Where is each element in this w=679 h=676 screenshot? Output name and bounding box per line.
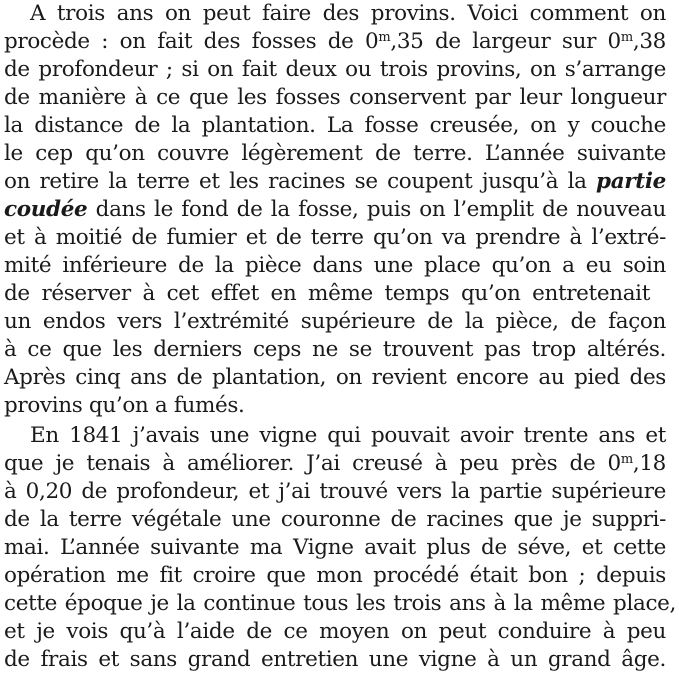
text-line: à ce que les derniers ceps ne se trouvent pas trop altérés. <box>4 337 666 362</box>
text-line <box>4 196 666 223</box>
text-line <box>4 450 666 477</box>
unit-superscript: m <box>620 452 633 467</box>
italic-term: partie <box>596 169 666 194</box>
text-line: de manière à ce que les fosses conservent par leur longueur <box>4 85 666 110</box>
text-fragment: on retire la terre et les racines se coupent jusqu’à la <box>4 169 597 194</box>
unit-superscript: m <box>620 30 633 45</box>
text-line: mai. L’année suivante ma Vigne avait plus de séve, et cette <box>4 535 666 560</box>
text-line: de la terre végétale une couronne de racines que je suppri- <box>4 507 666 532</box>
text-line: opération me fit croire que mon procédé était bon ; depuis <box>4 563 666 588</box>
text-line: Après cinq ans de plantation, on revient encore au pied des <box>4 365 666 390</box>
unit-superscript: m <box>378 30 391 45</box>
text-line: la distance de la plantation. La fosse creusée, on y couche <box>4 113 666 138</box>
text-line <box>4 28 666 55</box>
text-line: le cep qu’on couvre légèrement de terre. L’année suivante <box>4 141 666 166</box>
text-fragment: ,18 <box>632 451 666 476</box>
text-fragment: ,38 <box>632 29 666 54</box>
text-line: mité inférieure de la pièce dans une place qu’on a eu soin <box>4 253 666 278</box>
text-fragment: ,35 de largeur sur 0 <box>390 29 621 54</box>
text-line: de réserver à cet effet en même temps qu’on entretenait <box>4 281 650 306</box>
text-fragment: procède : on fait des fosses de 0 <box>4 29 379 54</box>
text-line: A trois ans on peut faire des provins. Voici comment on <box>30 1 666 26</box>
text-fragment: que je tenais à améliorer. J’ai creusé à peu près de 0 <box>4 451 621 476</box>
text-line: et à moitié de fumier et de terre qu’on va prendre à l’extré- <box>4 225 666 250</box>
text-line: de frais et sans grand entretien une vigne à un grand âge. <box>4 647 666 672</box>
text-line: de profondeur ; si on fait deux ou trois provins, on s’arrange <box>4 57 666 82</box>
text-line: En 1841 j’avais une vigne qui pouvait avoir trente ans et <box>30 423 666 448</box>
text-line: cette époque je la continue tous les trois ans à la même place, <box>4 591 676 616</box>
text-fragment: dans le fond de la fosse, puis on l’emplit de nouveau <box>87 197 666 222</box>
text-line: provins qu’on a fumés. <box>4 393 245 418</box>
text-line <box>4 168 666 195</box>
text-line: un endos vers l’extrémité supérieure de la pièce, de façon <box>4 309 666 334</box>
italic-term: coudée <box>4 197 88 222</box>
text-line: et je vois qu’à l’aide de ce moyen on peut conduire à peu <box>4 619 666 644</box>
text-line: à 0,20 de profondeur, et j’ai trouvé vers la partie supérieure <box>4 479 666 504</box>
